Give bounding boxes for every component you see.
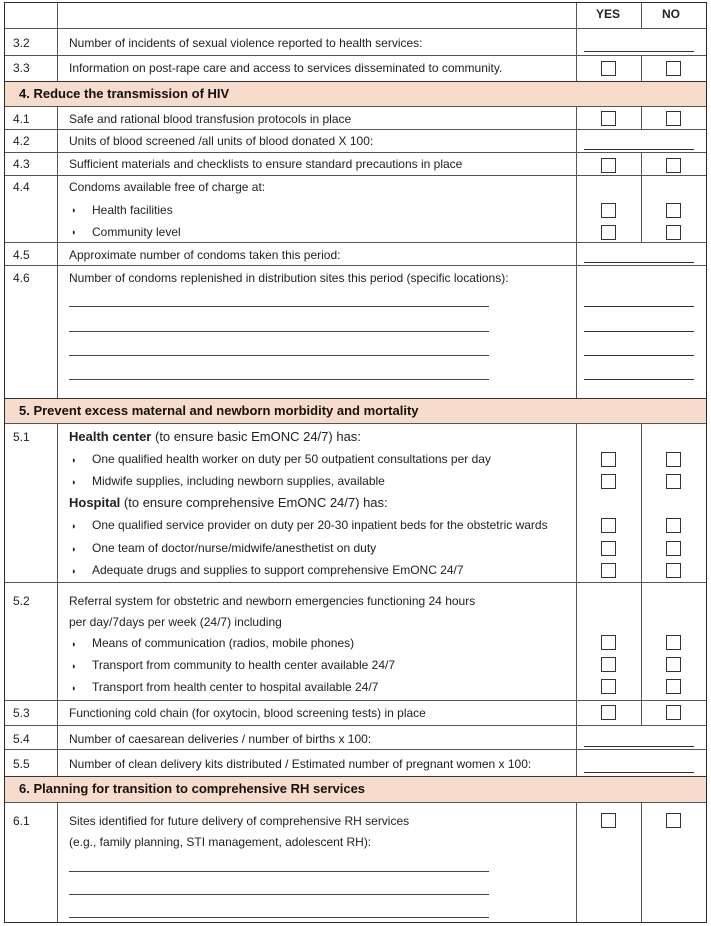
section-title: 6. Planning for transition to comprehensive RH services: [19, 781, 366, 796]
no-checkbox[interactable]: [666, 158, 681, 173]
yes-checkbox[interactable]: [601, 541, 616, 556]
write-in-line[interactable]: [69, 306, 489, 307]
item-number: 3.3: [13, 61, 30, 75]
number-column-divider: [57, 106, 58, 398]
answer-line[interactable]: [584, 772, 694, 773]
item-text: Functioning cold chain (for oxytocin, blood screening tests) in place: [69, 706, 426, 720]
yes-checkbox[interactable]: [601, 158, 616, 173]
row-5-4: [5, 725, 706, 750]
write-in-line[interactable]: [69, 917, 489, 918]
item-number: 4.2: [13, 134, 30, 148]
item-number: 6.1: [13, 814, 30, 828]
item-text: Condoms available free of charge at:: [69, 180, 266, 194]
row-4-5: [5, 242, 706, 266]
row-5-5: [5, 749, 706, 777]
item-text: Number of clean delivery kits distributed / Estimated number of pregnant women x 100:: [69, 757, 532, 771]
yes-checkbox[interactable]: [601, 203, 616, 218]
no-checkbox[interactable]: [666, 452, 681, 467]
no-checkbox[interactable]: [666, 679, 681, 694]
yes-checkbox[interactable]: [601, 813, 616, 828]
yes-no-divider: [641, 55, 642, 81]
sub-item-text: Health facilities: [92, 203, 173, 217]
item-text: Approximate number of condoms taken this period:: [69, 248, 341, 262]
no-checkbox[interactable]: [666, 61, 681, 76]
row-5-1: [5, 423, 706, 583]
row-6-1: [5, 802, 706, 923]
yes-no-divider: [641, 106, 642, 129]
answer-column-divider: [576, 106, 577, 398]
item-number: 5.2: [13, 594, 30, 608]
item-number: 4.6: [13, 271, 30, 285]
number-column-divider: [57, 3, 58, 81]
sub-item-text: One qualified health worker on duty per 50 outpatient consultations per day: [92, 452, 491, 466]
no-checkbox[interactable]: [666, 518, 681, 533]
item-text: Units of blood screened /all units of blood donated X 100:: [69, 134, 374, 148]
answer-column-divider: [576, 3, 577, 81]
row-5-2: [5, 582, 706, 701]
yes-checkbox[interactable]: [601, 635, 616, 650]
row-4-6: [5, 265, 706, 399]
item-number: 5.4: [13, 732, 30, 746]
yes-column-header: YES: [596, 7, 621, 21]
sub-item-text: Midwife supplies, including newborn supplies, available: [92, 474, 385, 488]
section-title: 4. Reduce the transmission of HIV: [19, 86, 230, 101]
sub-item-text: Means of communication (radios, mobile phones): [92, 636, 355, 650]
no-checkbox[interactable]: [666, 225, 681, 240]
bullet-icon: ◗: [71, 683, 77, 693]
write-in-line[interactable]: [69, 379, 489, 380]
bullet-icon: ◗: [71, 521, 77, 531]
section-6-header: [5, 776, 706, 803]
answer-column-divider: [576, 802, 577, 922]
write-in-line[interactable]: [69, 894, 489, 895]
yes-no-divider: [641, 423, 642, 725]
item-text: Sites identified for future delivery of comprehensive RH services: [69, 814, 410, 828]
write-in-line[interactable]: [69, 871, 489, 872]
no-column-header: NO: [662, 7, 680, 21]
bullet-icon: ◗: [71, 639, 77, 649]
sub-item-text: One qualified service provider on duty per 20-30 inpatient beds for the obstetric wards: [92, 518, 548, 532]
no-checkbox[interactable]: [666, 111, 681, 126]
item-number: 5.3: [13, 706, 30, 720]
no-checkbox[interactable]: [666, 203, 681, 218]
item-text-continued: per day/7days per week (24/7) including: [69, 615, 282, 629]
item-number: 5.5: [13, 757, 30, 771]
answer-line[interactable]: [584, 331, 694, 332]
row-4-1: [5, 106, 706, 130]
header-row: [5, 3, 706, 28]
write-in-line[interactable]: [69, 355, 489, 356]
bullet-icon: ◗: [71, 477, 77, 487]
no-checkbox[interactable]: [666, 474, 681, 489]
yes-checkbox[interactable]: [601, 225, 616, 240]
row-4-2: [5, 129, 706, 153]
yes-checkbox[interactable]: [601, 705, 616, 720]
item-number: 4.4: [13, 180, 30, 194]
health-center-desc: (to ensure basic EmONC 24/7) has:: [151, 429, 361, 444]
item-text: Number of condoms replenished in distribution sites this period (specific locations):: [69, 271, 509, 285]
yes-checkbox[interactable]: [601, 679, 616, 694]
answer-line[interactable]: [584, 262, 694, 263]
section-4-header: [5, 81, 706, 107]
yes-no-divider: [641, 3, 642, 28]
item-text: Number of incidents of sexual violence reported to health services:: [69, 36, 423, 50]
row-3-2: [5, 28, 706, 56]
yes-checkbox[interactable]: [601, 111, 616, 126]
bullet-icon: ◗: [71, 227, 77, 237]
no-checkbox[interactable]: [666, 657, 681, 672]
yes-checkbox[interactable]: [601, 452, 616, 467]
answer-column-divider: [576, 423, 577, 776]
bullet-icon: ◗: [71, 661, 77, 671]
number-column-divider: [57, 802, 58, 922]
item-number: 3.2: [13, 36, 30, 50]
health-center-label: Health center: [69, 429, 152, 444]
bullet-icon: ◗: [71, 544, 77, 554]
row-4-3: [5, 152, 706, 176]
item-text-continued: (e.g., family planning, STI management, adolescent RH):: [69, 835, 372, 849]
bullet-icon: ◗: [71, 566, 77, 576]
hospital-heading: [69, 495, 388, 510]
answer-line[interactable]: [584, 746, 694, 747]
item-text: Referral system for obstetric and newborn emergencies functioning 24 hours: [69, 594, 476, 608]
number-column-divider: [57, 423, 58, 776]
health-center-heading: [69, 429, 361, 444]
no-checkbox[interactable]: [666, 813, 681, 828]
item-number: 5.1: [13, 430, 30, 444]
yes-checkbox[interactable]: [601, 474, 616, 489]
yes-checkbox[interactable]: [601, 657, 616, 672]
sub-item-text: One team of doctor/nurse/midwife/anesthetist on duty: [92, 541, 377, 555]
row-5-3: [5, 700, 706, 726]
hospital-desc: (to ensure comprehensive EmONC 24/7) has:: [120, 495, 388, 510]
row-3-3: [5, 55, 706, 82]
no-checkbox[interactable]: [666, 563, 681, 578]
hospital-label: Hospital: [69, 495, 121, 510]
answer-line[interactable]: [584, 355, 694, 356]
row-4-4: [5, 175, 706, 243]
sub-item-text: Transport from community to health center available 24/7: [92, 658, 396, 672]
item-text: Sufficient materials and checklists to ensure standard precautions in place: [69, 157, 463, 171]
answer-line[interactable]: [584, 306, 694, 307]
no-checkbox[interactable]: [666, 541, 681, 556]
write-in-line[interactable]: [69, 331, 489, 332]
no-checkbox[interactable]: [666, 705, 681, 720]
section-title: 5. Prevent excess maternal and newborn morbidity and mortality: [19, 403, 419, 418]
answer-line[interactable]: [584, 149, 694, 150]
sub-item-text: Community level: [92, 225, 181, 239]
item-number: 4.1: [13, 112, 30, 126]
yes-checkbox[interactable]: [601, 518, 616, 533]
bullet-icon: ◗: [71, 455, 77, 465]
yes-checkbox[interactable]: [601, 61, 616, 76]
bullet-icon: ◗: [71, 205, 77, 215]
no-checkbox[interactable]: [666, 635, 681, 650]
item-text: Safe and rational blood transfusion protocols in place: [69, 112, 352, 126]
section-5-header: [5, 398, 706, 424]
item-number: 4.3: [13, 157, 30, 171]
item-text: Information on post-rape care and access to services disseminated to community.: [69, 61, 503, 75]
answer-line[interactable]: [584, 51, 694, 52]
sub-item-text: Adequate drugs and supplies to support comprehensive EmONC 24/7: [92, 563, 464, 577]
item-number: 4.5: [13, 248, 30, 262]
yes-no-divider: [641, 152, 642, 242]
item-text: Number of caesarean deliveries / number of births x 100:: [69, 732, 372, 746]
checklist-form: [4, 2, 707, 923]
answer-line[interactable]: [584, 379, 694, 380]
sub-item-text: Transport from health center to hospital available 24/7: [92, 680, 379, 694]
yes-checkbox[interactable]: [601, 563, 616, 578]
yes-no-divider: [641, 802, 642, 922]
